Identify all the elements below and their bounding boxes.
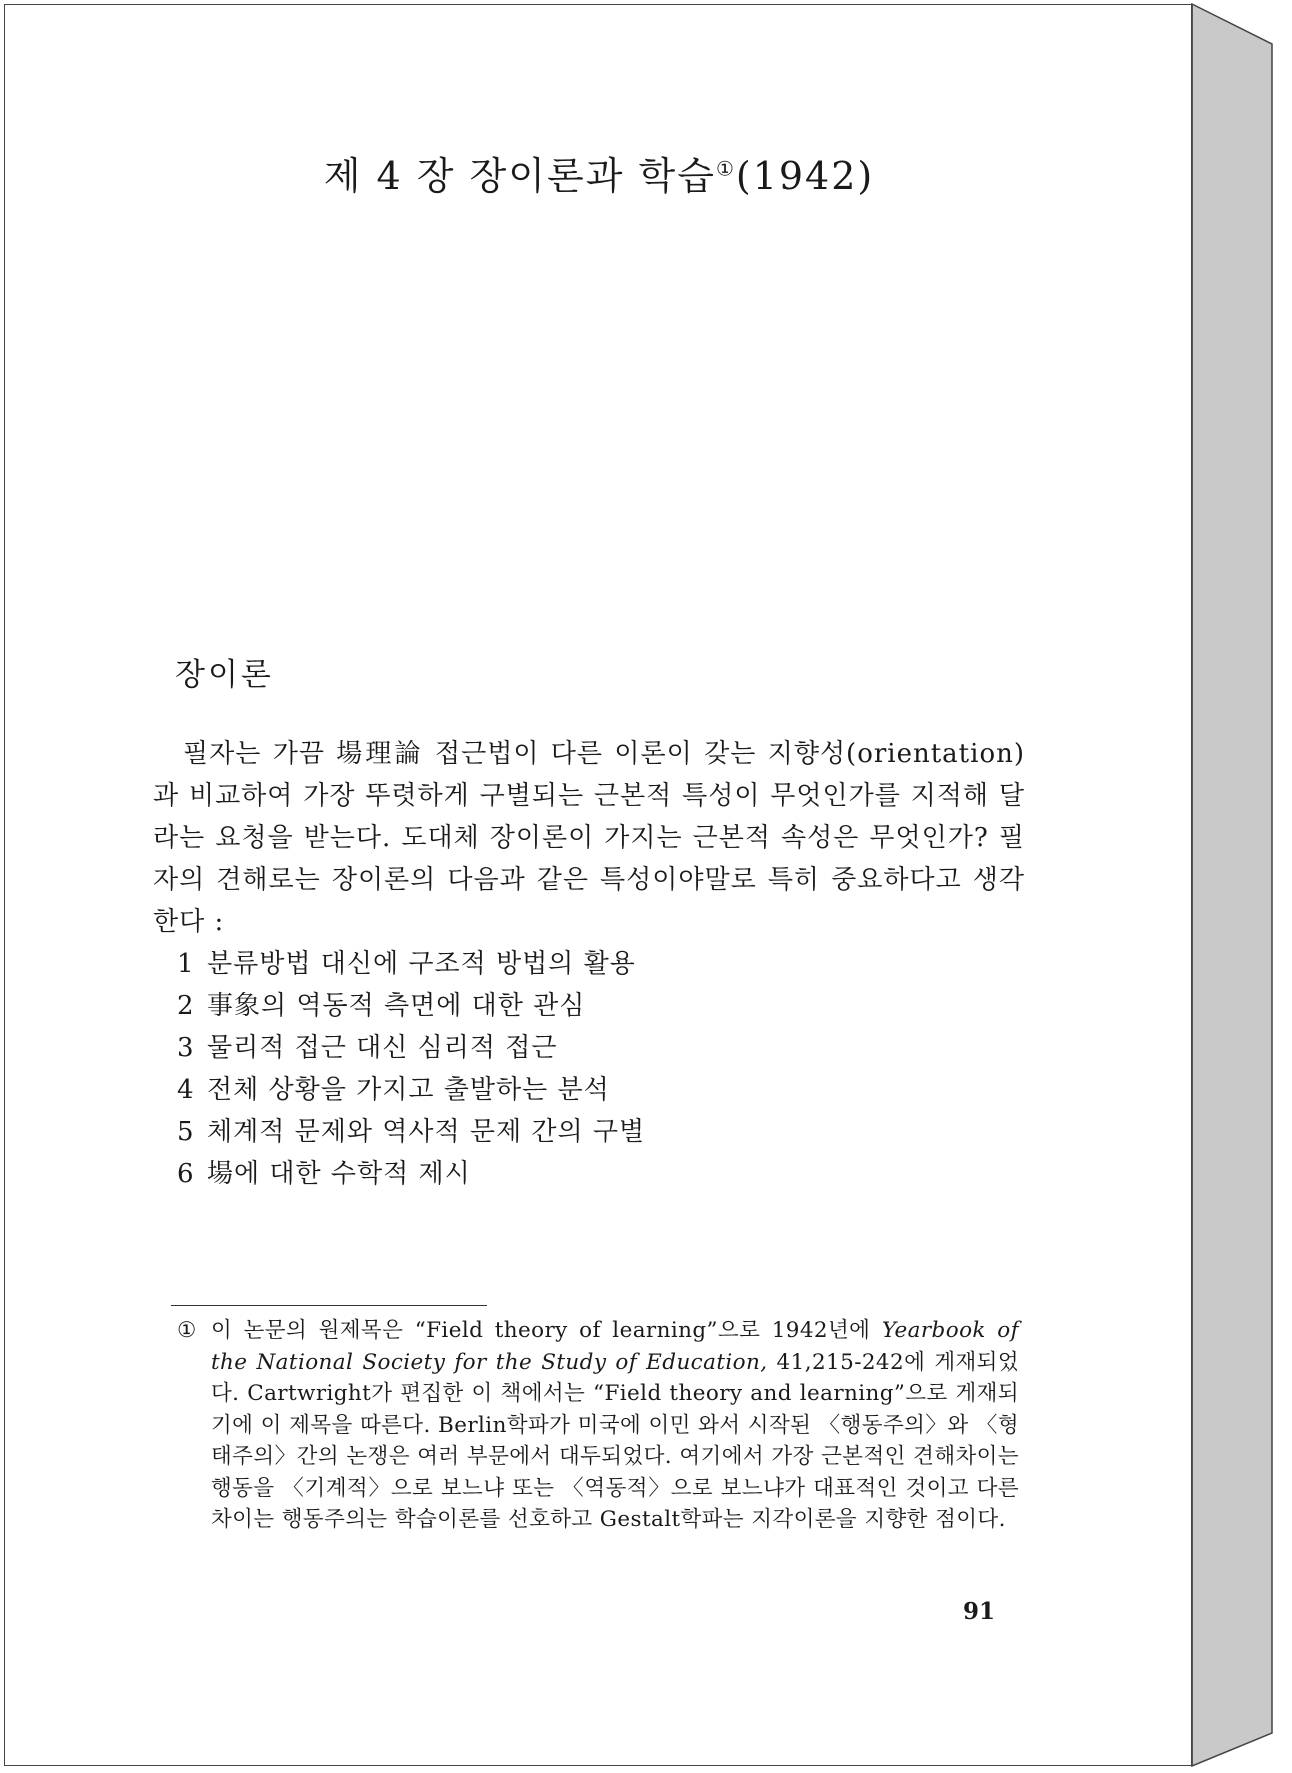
list-item-text: 분류방법 대신에 구조적 방법의 활용 [207, 949, 636, 979]
footnote-marker: ① [177, 1318, 197, 1343]
body-paragraph: 필자는 가끔 場理論 접근법이 다른 이론이 갖는 지향성(orientation)과 비교하여 가장 뚜렷하게 구별되는 근본적 특성이 무엇인가를 지적해 달라는 요청을 받는다. 도대체 장이론이 가지는 근본적 속성은 무엇인가? 필자의 견해로는 장이론의 다음과 같은 특성이야말로 특히 중요하다고 생각한다 : [153, 739, 1025, 937]
list-item-number: 3 [177, 1033, 195, 1063]
footnote-body [177, 1315, 1019, 1536]
list-item-number: 2 [177, 991, 195, 1021]
feature-list [177, 943, 645, 1195]
chapter-year: (1942) [735, 154, 875, 198]
list-item-text: 체계적 문제와 역사적 문제 간의 구별 [207, 1117, 646, 1147]
list-item-number: 1 [177, 949, 195, 979]
footnote-publication-title: Yearbook of the National Society for the Study of Education, [211, 1318, 1019, 1375]
list-item-text: 전체 상황을 가지고 출발하는 분석 [207, 1075, 610, 1105]
footnote-text-1: 이 논문의 원제목은 “Field theory of learning”으로 1942년에 [211, 1318, 882, 1343]
list-item-number: 4 [177, 1075, 195, 1105]
list-item [177, 1153, 645, 1195]
chapter-title [5, 145, 1193, 200]
footnote [177, 1315, 1019, 1536]
footnote-text-2: 41,215-242에 게재되었다. Cartwright가 편집한 이 책에서는 “Field theory and learning”으로 게재되기에 이 제목을 따른다. Berlin학파가 미국에 이민 와서 시작된 〈행동주의〉와 〈형태주의〉간의 논쟁은 여러 부문에서 대두되었다. 여기에서 가장 근본적인 견해차이는 행동을 〈기계적〉으로 보느냐 또는 〈역동적〉으로 보느냐가 대표적인 것이고 다른 차이는 행동주의는 학습이론를 선호하고 Gestalt학파는 지각이론을 지향한 점이다. [211, 1349, 1019, 1532]
chapter-title-text: 제 4 장 장이론과 학습 [323, 154, 716, 198]
list-item-number: 6 [177, 1159, 195, 1189]
list-item [177, 1027, 645, 1069]
section-heading: 장이론 [175, 657, 274, 693]
list-item [177, 1111, 645, 1153]
book-page [4, 4, 1192, 1766]
list-item-text: 場에 대한 수학적 제시 [207, 1159, 471, 1189]
list-item [177, 985, 645, 1027]
footnote-divider [171, 1305, 487, 1306]
list-item-text: 물리적 접근 대신 심리적 접근 [207, 1033, 558, 1063]
list-item [177, 943, 645, 985]
list-item [177, 1069, 645, 1111]
chapter-footnote-mark: ① [715, 156, 736, 181]
list-item-number: 5 [177, 1117, 195, 1147]
page-number: 91 [963, 1598, 996, 1625]
list-item-text: 事象의 역동적 측면에 대한 관심 [207, 991, 586, 1021]
